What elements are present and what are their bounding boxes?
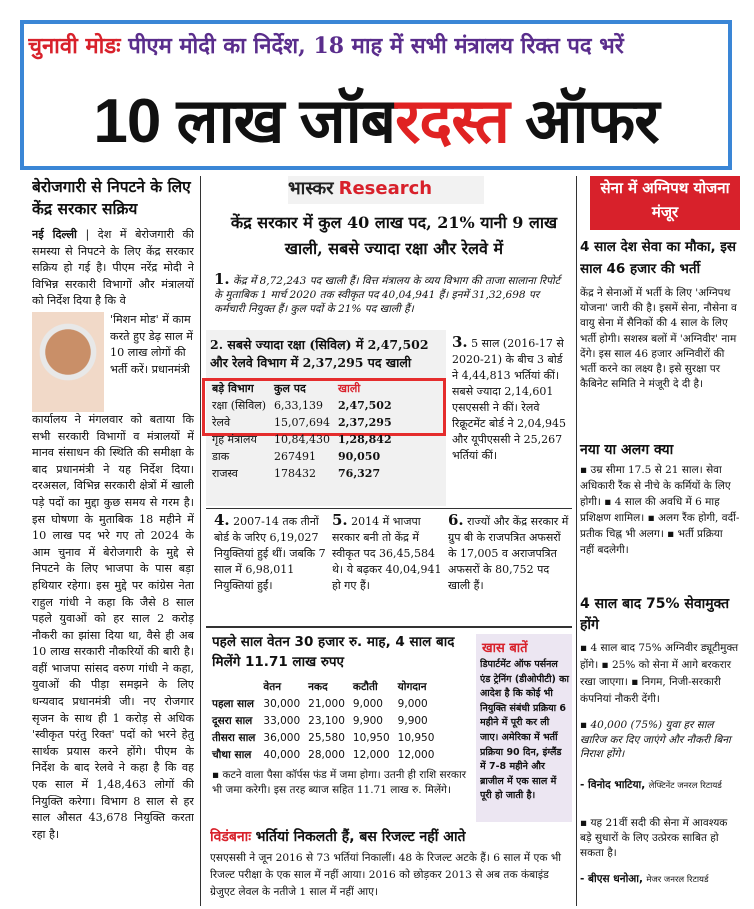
salary-note: ▪ कटने वाला पैसा कॉर्पस फंड में जमा होगा। उतनी ही राशि सरकार भी जमा करेगी। इस तरह ब्याज सहित 11.71 लाख रु. मिलेंगे। <box>212 769 466 796</box>
table-cell: चौथा साल <box>212 748 252 761</box>
point-4-text: 2007-14 तक तीनों बोर्ड के जरिए 6,19,027 नियुक्तियां हुई थीं। जबकि 7 साल में 6,98,011 नियुक्तियां हुईं। <box>214 515 326 592</box>
agnipath-banner: सेना में अग्निपथ योजना मंजूर <box>590 176 740 230</box>
table-cell: राजस्व <box>212 467 238 480</box>
salary-heading: पहले साल वेतन 30 हजार रु. माह, 4 साल बाद मिलेंगे 11.71 लाख रुपए <box>212 634 455 670</box>
table-header-row <box>208 678 438 695</box>
point-2-heading: 2. सबसे ज्यादा रक्षा (सिविल) में 2,47,502 और रेलवे विभाग में 2,37,295 पद खाली <box>210 337 429 370</box>
kicker-prefix: चुनावी मोडः <box>28 33 121 59</box>
table-row <box>208 448 396 465</box>
table-cell: 10,950 <box>397 731 435 744</box>
table-header-row <box>208 380 396 397</box>
new-text: ▪ उम्र सीमा 17.5 से 21 साल। सेवा अधिकारी रैंक से नीचे के कर्मियों के लिए होगी। ▪ 4 साल की अवधि में 6 माह प्रशिक्षण शामिल। ▪ अलग रैंक होगी, वर्दी-प्रतीक चिह्न भी अलग। ▪ भर्ती प्रक्रिया नहीं बदलेगी। <box>580 464 740 556</box>
column-header: कुल पद <box>274 382 306 395</box>
table-cell: रेलवे <box>212 416 231 429</box>
vidambana-label: विडंबनाः <box>210 829 252 845</box>
column-header: कटौती <box>352 680 378 693</box>
quote-2-attribution <box>580 872 740 904</box>
table-row <box>208 397 396 414</box>
table-cell: तीसरा साल <box>212 731 256 744</box>
salary-table <box>208 678 438 763</box>
column-header: नकद <box>308 680 328 693</box>
vidambana-title: भर्तियां निकलती हैं, बस रिजल्ट नहीं आते <box>255 829 466 845</box>
vidambana-text: एसएससी ने जून 2016 से 73 भर्तियां निकालीं। 48 के रिजल्ट अटके हैं। 6 साल में एक भी रिजल्ट परीक्षा के एक साल में नहीं आया। 2016 को छोड़कर 2013 से अब तक कंबाइंड ग्रेजुएट लेवल के नतीजे 1 साल में नहीं आए। <box>210 852 562 898</box>
quote-1-attribution <box>580 778 740 810</box>
salary-table-grid <box>208 678 438 763</box>
table-row <box>208 465 396 482</box>
column-header: योगदान <box>397 680 427 693</box>
key-points-title: खास बातें <box>482 641 528 656</box>
table-cell: 267491 <box>274 450 317 463</box>
headline-black-2: ऑफर <box>508 87 659 156</box>
table-cell: 36,000 <box>263 731 301 744</box>
table-cell: 6,33,139 <box>274 399 324 412</box>
table-cell: 12,000 <box>352 748 390 761</box>
point-4 <box>214 512 326 624</box>
table-cell: 2,47,502 <box>338 399 392 412</box>
table-cell: दूसरा साल <box>212 714 253 727</box>
table-cell: 178432 <box>274 467 317 480</box>
table-cell: 9,000 <box>352 697 383 710</box>
left-column <box>32 176 194 906</box>
bhaskar-label: भास्कर <box>288 178 334 199</box>
retire-text: ▪ 4 साल बाद 75% अग्निवीर ड्यूटीमुक्त होंगे। ▪ 25% को सेना में आगे बरकरार रखा जाएगा। ▪ निगम, निजी-सरकारी कंपनियां नौकरी देंगी। <box>580 642 739 705</box>
table-cell: 76,327 <box>338 467 381 480</box>
main-headline <box>20 78 732 166</box>
quote-1 <box>580 718 740 778</box>
point-1-number: 1. <box>214 272 230 288</box>
point-6 <box>448 512 570 624</box>
agnipath-text: केंद्र ने सेनाओं में भर्ती के लिए 'अग्निपथ योजना' जारी की है। इसमें सेना, नौसेना व वायु सेना में सैनिकों की 4 साल के लिए भर्ती होगी। सशस्त्र बलों में 'अग्निवीर' नाम देंगे। इस साल 46 हजार अग्निवीरों की भर्ती करने का लक्ष्य है। इसे सुरक्षा पर कैबिनेट समिति ने मंजूरी दे दी है। <box>580 287 737 391</box>
table-cell: 9,000 <box>397 697 428 710</box>
table-cell: गृह मंत्रालय <box>212 433 257 446</box>
table-row <box>208 746 438 763</box>
table-cell: 9,900 <box>397 714 428 727</box>
quote-1-icon: ▪ <box>580 719 588 731</box>
table-cell: 2,37,295 <box>338 416 392 429</box>
table-cell: 9,900 <box>352 714 383 727</box>
table-cell: 30,000 <box>263 697 301 710</box>
point-5 <box>332 512 442 624</box>
point-3 <box>452 334 570 510</box>
new-heading: नया या अलग क्या <box>580 442 674 458</box>
left-intro <box>32 226 194 310</box>
point-6-number: 6. <box>448 512 464 529</box>
table-cell: पहला साल <box>212 697 254 710</box>
point-3-text: 5 साल (2016-17 से 2020-21) के बीच 3 बोर्ड ने 4,44,813 भर्तियां कीं। सबसे ज्यादा 2,14,601 एसएससी ने कीं। रेलवे रिक्रूटमेंट बोर्ड ने 2,04,945 और यूपीएससी ने 25,267 भर्तियां कीं। <box>452 337 567 462</box>
table-row <box>208 414 396 431</box>
column-header: वेतन <box>263 680 282 693</box>
left-p3: कार्यालय ने मंगलवार को बताया कि सभी सरकारी विभागों व मंत्रालयों में मानव संसाधन की स्थिति की समीक्षा के बाद प्रधानमंत्री ने यह निर्देश दिया। दरअसल, विभिन्न सरकारी क्षेत्रों में खाली पड़े पदों का मुद्दा कुछ समय से गरम है। इस घोषणा के मुताबिक 18 महीने में 10 लाख पद भरे गए तो 2024 के आम चुनाव में बेरोजगारी के मुद्दे से निपटने के लिए भाजपा के पास बड़ा हथियार रहेगा। इस मुद्दे पर कांग्रेस नेता राहुल गांधी ने कहा कि जैसे 8 साल पहले युवाओं को हर साल 2 करोड़ नौकरी का झांसा दिया था, वैसे ही अब 10 लाख सरकारी नौकरियों की बारी है। वहीं भाजपा सांसद वरुण गांधी ने कहा, युवाओं की पीड़ा समझने के लिए धन्यवाद प्रधानमंत्री जी। नए रोजगार सृजन के साथ ही 1 करोड़ से अधिक 'स्वीकृत परंतु रिक्त' पदों को भरने हेतु सार्थक प्रयास करने होंगे। पीएम के निर्देश के बाद रेलवे ने कहा है कि वह एक साल में 1,48,463 लोगों की नियुक्ति करेगा। विभाग 8 साल से हर साल औसत 43,678 नियुक्ति करता रहा है। <box>32 412 194 841</box>
quote-2-role: मेजर जनरल रिटायर्ड <box>646 875 709 885</box>
kicker <box>28 26 728 66</box>
table-cell: 1,28,842 <box>338 433 392 446</box>
vacancy-table-grid <box>208 380 396 482</box>
table-cell: 90,050 <box>338 450 381 463</box>
table-cell: 28,000 <box>308 748 345 761</box>
table-cell: 10,84,430 <box>274 433 331 446</box>
column-header: खाली <box>338 382 361 395</box>
table-cell: 33,000 <box>263 714 301 727</box>
point-1-text: केंद्र में 8,72,243 पद खाली हैं। वित्त मंत्रालय के व्यय विभाग की ताजा सालाना रिपोर्ट के मुताबिक 1 मार्च 2020 तक स्वीकृत पद 40,04,941 हैं। इनमें 31,32,698 पर कर्मचारी नियुक्त हैं। कुल पदों के 21% पद खाली हैं। <box>214 275 561 315</box>
quote-2-text: यह 21वीं सदी की सेना में आवश्यक बड़े सुधारों के लिए उत्प्रेरक साबित हो सकता है। <box>580 817 728 859</box>
left-p2: 'मिशन मोड' में काम करते हुए डेढ़ साल में 10 लाख लोगों की भर्ती करें। प्रधानमंत्री <box>110 312 193 376</box>
table-cell: रक्षा (सिविल) <box>212 399 267 412</box>
headline-black: 10 लाख जॉब <box>93 87 396 156</box>
divider <box>206 508 572 509</box>
table-cell: 21,000 <box>308 697 345 710</box>
left-p1: | देश में बेरोजगारी की समस्या से निपटने के लिए केंद्र सरकार सक्रिय हो गई है। पीएम नरेंद्र मोदी ने विभिन्न सरकारी विभागों और मंत्रालयों को निर्देश दिया है कि वे <box>32 228 194 308</box>
divider <box>576 176 577 906</box>
point-4-number: 4. <box>214 512 230 529</box>
photo-row <box>32 312 194 412</box>
retire-heading: 4 साल बाद 75% सेवामुक्त होंगे <box>580 596 730 633</box>
quote-1-role: लेफ्टिनेंट जनरल रिटायर्ड <box>648 781 722 791</box>
research-headline: केंद्र सरकार में कुल 40 लाख पद, 21% यानी 9 लाख खाली, सबसे ज्यादा रक्षा और रेलवे में <box>230 213 558 258</box>
pm-portrait-image <box>32 312 104 412</box>
vidambana-heading <box>210 826 572 848</box>
table-cell: 25,580 <box>308 731 345 744</box>
table-row <box>208 712 438 729</box>
table-cell: डाक <box>212 450 230 463</box>
divider <box>200 176 201 906</box>
point-6-text: राज्यों और केंद्र सरकार में ग्रुप बी के राजपत्रित अफसरों के 17,005 व अराजपत्रित अफसरों के 80,752 पद खाली हैं। <box>448 515 569 592</box>
bhaskar-research-tag <box>288 176 484 204</box>
quote-1-author: - विनोद भाटिया, <box>580 779 646 791</box>
table-cell: 10,950 <box>352 731 390 744</box>
table-cell: 15,07,694 <box>274 416 331 429</box>
agnipath-heading: 4 साल देश सेवा का मौका, इस साल 46 हजार की भर्ती <box>580 239 737 277</box>
left-heading: बेरोजगारी से निपटने के लिए केंद्र सरकार सक्रिय <box>32 177 191 218</box>
dateline: नई दिल्ली <box>32 227 77 241</box>
quote-1-text: 40,000 (75%) युवा हर साल खारिज कर दिए जाएंगे और नौकरी बिना निराश होंगे। <box>580 719 731 761</box>
research-label: Research <box>338 178 433 199</box>
point-5-number: 5. <box>332 512 348 529</box>
quote-2 <box>580 816 740 876</box>
quote-2-author: - बीएस धनोआ, <box>580 873 644 885</box>
kicker-text: पीएम मोदी का निर्देश, 18 माह में सभी मंत्रालय रिक्त पद भरें <box>128 33 624 59</box>
key-points-text: डिपार्टमेंट ऑफ पर्सनल एंड ट्रेनिंग (डीओपीटी) का आदेश है कि कोई भी नियुक्ति संबंधी प्रक्रिया 6 महीने में पूरी कर ली जाए। अमेरिका में भर्ती प्रक्रिया 90 दिन, इंग्लैंड में 7-8 महीने और ब्राजील में एक साल में पूरी हो जाती है। <box>480 659 569 802</box>
table-cell: 23,100 <box>308 714 345 727</box>
divider <box>206 626 572 628</box>
point-1 <box>214 272 570 328</box>
point-3-number: 3. <box>452 334 468 351</box>
table-cell: 12,000 <box>397 748 435 761</box>
headline-red: रदस्त <box>395 87 509 156</box>
table-row <box>208 431 396 448</box>
quote-2-icon: ▪ <box>580 817 588 829</box>
table-cell: 40,000 <box>263 748 301 761</box>
vacancy-table <box>208 380 396 482</box>
column-header: बड़े विभाग <box>212 382 254 395</box>
point-5-text: 2014 में भाजपा सरकार बनी तो केंद्र में स्वीकृत पद 36,45,584 थे। ये बढ़कर 40,04,941 हो गए हैं। <box>332 515 442 592</box>
table-row <box>208 729 438 746</box>
column-header <box>208 678 259 695</box>
table-row <box>208 695 438 712</box>
